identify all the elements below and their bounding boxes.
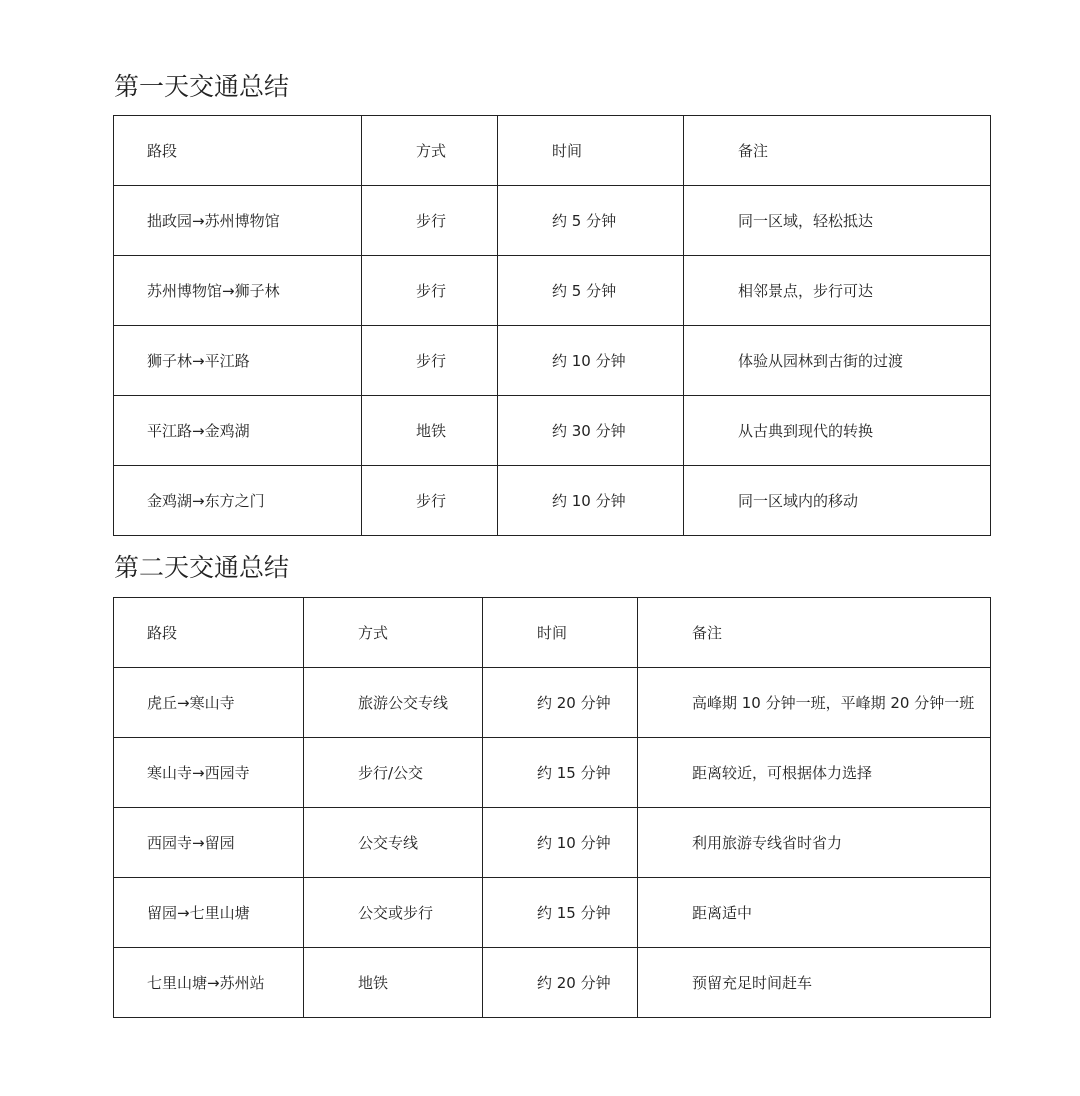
note-cell: 相邻景点，步行可达 — [684, 256, 991, 326]
note-cell: 体验从园林到古街的过渡 — [684, 326, 991, 396]
table-row — [114, 466, 991, 536]
table-row — [114, 878, 991, 948]
mode-cell: 步行/公交 — [304, 738, 483, 808]
table-row — [114, 396, 991, 466]
time-cell: 约 10 分钟 — [483, 808, 638, 878]
time-cell: 约 15 分钟 — [483, 878, 638, 948]
route-cell: 七里山塘→苏州站 — [114, 948, 304, 1018]
route-cell: 留园→七里山塘 — [114, 878, 304, 948]
note-cell: 预留充足时间赶车 — [638, 948, 991, 1018]
time-cell: 约 5 分钟 — [498, 256, 684, 326]
table-row — [114, 738, 991, 808]
mode-cell: 地铁 — [304, 948, 483, 1018]
note-cell: 利用旅游专线省时省力 — [638, 808, 991, 878]
day2-section-title: 第二天交通总结 — [114, 553, 290, 582]
time-cell: 约 10 分钟 — [498, 466, 684, 536]
day1-transport-table — [113, 115, 991, 536]
mode-cell: 步行 — [362, 326, 498, 396]
route-cell: 狮子林→平江路 — [114, 326, 362, 396]
header-cell-mode: 方式 — [304, 598, 483, 668]
note-cell: 同一区域，轻松抵达 — [684, 186, 991, 256]
time-cell: 约 15 分钟 — [483, 738, 638, 808]
route-cell: 拙政园→苏州博物馆 — [114, 186, 362, 256]
table-header-row — [114, 598, 991, 668]
mode-cell: 旅游公交专线 — [304, 668, 483, 738]
table-row — [114, 948, 991, 1018]
table-row — [114, 326, 991, 396]
mode-cell: 步行 — [362, 256, 498, 326]
header-cell-time: 时间 — [498, 116, 684, 186]
note-cell: 从古典到现代的转换 — [684, 396, 991, 466]
table-row — [114, 186, 991, 256]
mode-cell: 步行 — [362, 186, 498, 256]
day1-section-title: 第一天交通总结 — [114, 72, 290, 101]
mode-cell: 公交或步行 — [304, 878, 483, 948]
mode-cell: 公交专线 — [304, 808, 483, 878]
time-cell: 约 5 分钟 — [498, 186, 684, 256]
route-cell: 苏州博物馆→狮子林 — [114, 256, 362, 326]
route-cell: 金鸡湖→东方之门 — [114, 466, 362, 536]
route-cell: 寒山寺→西园寺 — [114, 738, 304, 808]
header-cell-note: 备注 — [684, 116, 991, 186]
note-cell: 距离适中 — [638, 878, 991, 948]
note-cell: 同一区域内的移动 — [684, 466, 991, 536]
mode-cell: 地铁 — [362, 396, 498, 466]
day2-transport-table — [113, 597, 991, 1018]
note-cell: 距离较近，可根据体力选择 — [638, 738, 991, 808]
table-row — [114, 256, 991, 326]
route-cell: 虎丘→寒山寺 — [114, 668, 304, 738]
time-cell: 约 20 分钟 — [483, 948, 638, 1018]
header-cell-route: 路段 — [114, 598, 304, 668]
header-cell-note: 备注 — [638, 598, 991, 668]
route-cell: 西园寺→留园 — [114, 808, 304, 878]
header-cell-route: 路段 — [114, 116, 362, 186]
note-cell: 高峰期 10 分钟一班，平峰期 20 分钟一班 — [638, 668, 991, 738]
route-cell: 平江路→金鸡湖 — [114, 396, 362, 466]
table-row — [114, 668, 991, 738]
time-cell: 约 20 分钟 — [483, 668, 638, 738]
header-cell-mode: 方式 — [362, 116, 498, 186]
mode-cell: 步行 — [362, 466, 498, 536]
time-cell: 约 30 分钟 — [498, 396, 684, 466]
header-cell-time: 时间 — [483, 598, 638, 668]
time-cell: 约 10 分钟 — [498, 326, 684, 396]
table-header-row — [114, 116, 991, 186]
table-row — [114, 808, 991, 878]
